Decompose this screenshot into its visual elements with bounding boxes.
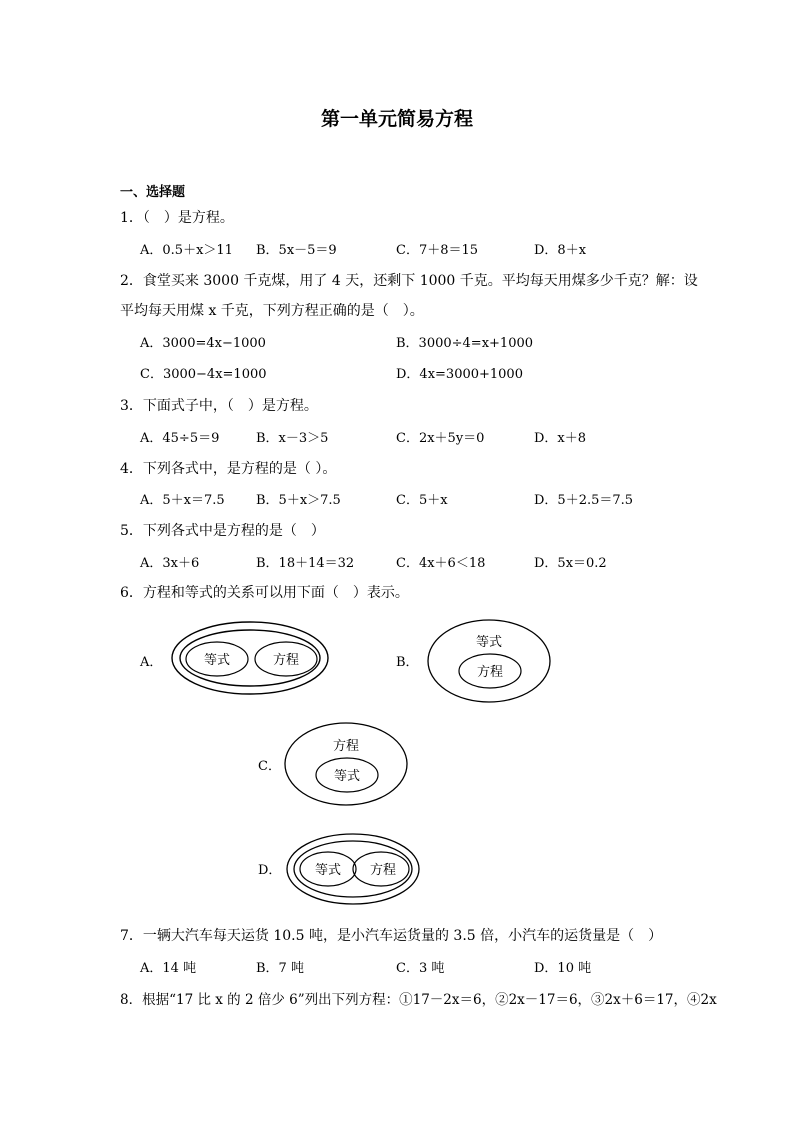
question-5-option-c[interactable]: C．4x＋6＜18 [396, 556, 486, 571]
question-4-stem: 4．下列各式中，是方程的是（ ）。 [120, 461, 337, 477]
question-1-option-a[interactable]: A．0.5＋x＞11 [140, 243, 233, 258]
question-1-option-c[interactable]: C．7＋8＝15 [396, 243, 479, 258]
question-2-stem-line-1: 2．食堂买来 3000 千克煤，用了 4 天，还剩下 1000 千克。平均每天用煤多少千克？解：设 [120, 273, 698, 289]
question-1-stem: 1．（ ）是方程。 [120, 210, 234, 226]
question-7-option-a[interactable]: A．14 吨 [140, 961, 197, 976]
question-1-option-b[interactable]: B．5x－5＝9 [256, 243, 337, 258]
question-2-option-c[interactable]: C．3000−4x=1000 [140, 367, 267, 382]
diagram-d-fangcheng-label: 方程 [369, 863, 397, 878]
question-6-option-d[interactable]: D． [258, 863, 282, 878]
question-2-stem-line-2: 平均每天用煤 x 千克，下列方程正确的是（ ）。 [120, 303, 424, 319]
diagram-c-inner-label: 等式 [333, 769, 361, 784]
question-4-option-a[interactable]: A．5＋x＝7.5 [140, 493, 225, 508]
diagram-d [285, 832, 421, 906]
diagram-a-outer-ellipse [172, 622, 328, 694]
question-5-option-a[interactable]: A．3x＋6 [140, 556, 200, 571]
question-7-option-b[interactable]: B．7 吨 [256, 961, 304, 976]
diagram-b-inner-label: 方程 [476, 665, 504, 680]
question-4-option-d[interactable]: D．5＋2.5＝7.5 [534, 493, 634, 508]
diagram-a [170, 620, 332, 696]
diagram-a-dengshi-label: 等式 [203, 653, 231, 668]
question-6-option-b[interactable]: B． [396, 655, 419, 670]
question-7-stem: 7．一辆大汽车每天运货 10.5 吨，是小汽车运货量的 3.5 倍，小汽车的运货量是（ ） [120, 928, 663, 944]
page-title: 第一单元简易方程 [320, 108, 473, 130]
question-7-option-d[interactable]: D．10 吨 [534, 961, 592, 976]
question-7-option-c[interactable]: C．3 吨 [396, 961, 445, 976]
question-4-option-c[interactable]: C．5＋x [396, 493, 448, 508]
question-6-option-c[interactable]: C． [258, 759, 281, 774]
question-3-option-c[interactable]: C．2x＋5y＝0 [396, 431, 485, 446]
question-2-option-b[interactable]: B．3000÷4=x+1000 [396, 336, 534, 351]
diagram-b-outer-label: 等式 [475, 635, 503, 650]
diagram-b [426, 618, 552, 704]
diagram-b-outer-ellipse [428, 620, 550, 702]
question-3-option-d[interactable]: D．x＋8 [534, 431, 587, 446]
question-4-option-b[interactable]: B．5＋x＞7.5 [256, 493, 341, 508]
diagram-c-outer-label: 方程 [332, 739, 360, 754]
question-6-stem: 6．方程和等式的关系可以用下面（ ）表示。 [120, 585, 409, 601]
question-2-option-a[interactable]: A．3000=4x−1000 [140, 336, 266, 351]
diagram-c-outer-ellipse [285, 723, 407, 805]
question-5-option-d[interactable]: D．5x＝0.2 [534, 556, 607, 571]
question-3-stem: 3．下面式子中，（ ）是方程。 [120, 398, 318, 414]
diagram-a-fangcheng-label: 方程 [272, 653, 300, 668]
question-3-option-a[interactable]: A．45÷5＝9 [140, 431, 220, 446]
diagram-c [283, 721, 409, 807]
question-5-stem: 5．下列各式中是方程的是（ ） [120, 523, 325, 539]
section-heading: 一、选择题 [120, 185, 186, 200]
question-5-option-b[interactable]: B．18＋14＝32 [256, 556, 355, 571]
question-2-option-d[interactable]: D．4x=3000+1000 [396, 367, 523, 382]
question-6-option-a[interactable]: A． [140, 655, 163, 670]
question-3-option-b[interactable]: B．x－3＞5 [256, 431, 329, 446]
question-8-stem: 8．根据“17 比 x 的 2 倍少 6”列出下列方程：①17－2x＝6，②2x－17＝6，③2x＋6＝17，④2x [120, 992, 717, 1008]
diagram-d-dengshi-label: 等式 [314, 863, 342, 878]
question-1-option-d[interactable]: D．8＋x [534, 243, 587, 258]
